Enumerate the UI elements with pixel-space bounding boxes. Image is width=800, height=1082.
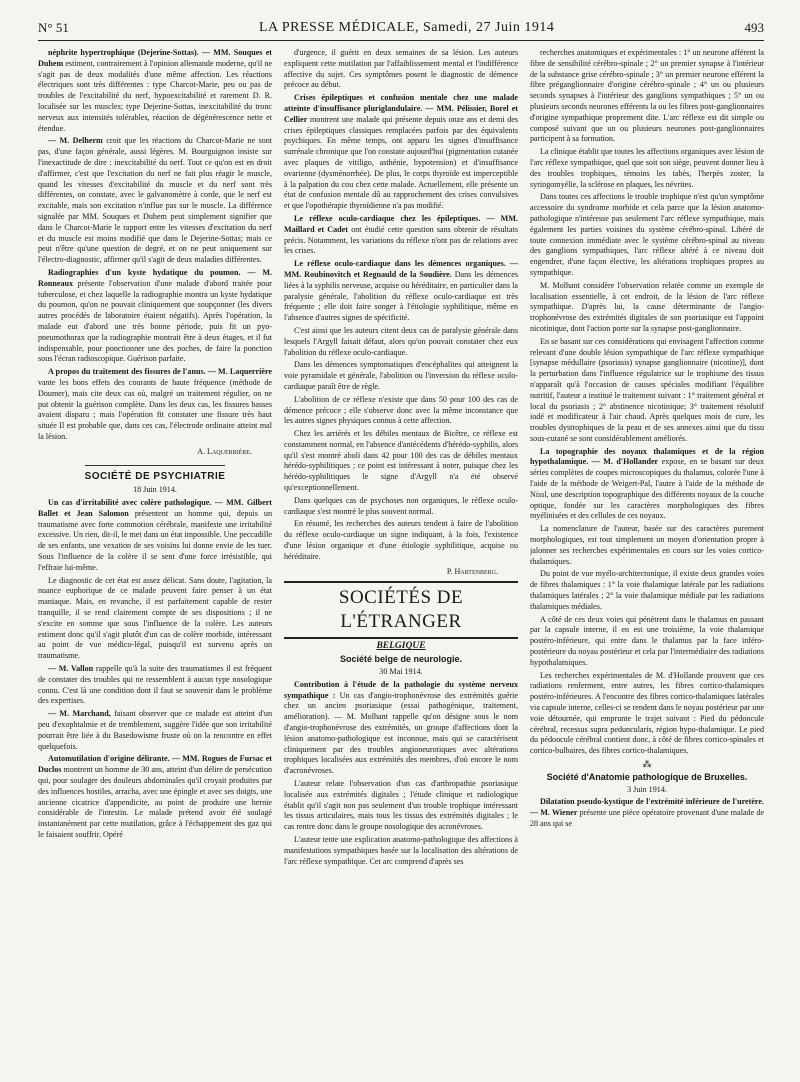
paragraph-text: Le diagnostic de cet état est assez délicat. Sans doute, l'agitation, la nuance euphorique de ce malade peuvent faire penser à un état maniaque. Mais, en revanche, il est parfaitement capable de rester tranquille, il se rend clairement compte de ses dispositions ; il ne s'excite en somme que sous l'influence de la colère. Les auteurs estiment donc qu'il s'agit plutôt d'un cas de colère morbide, intéressant au point de vue médico-légal, puisqu'il est survenu après un traumatisme. (38, 575, 272, 661)
paragraph (530, 524, 764, 567)
paragraph-text: rappelle qu'à la suite des traumatismes il est fréquent de constater des troubles qui ne ressemblent à aucun type nosologique connu. C'est là une condition dont il faut se souvenir dans le problème des expertises. (38, 664, 272, 706)
paragraph-text: Les recherches expérimentales de M. d'Hollande prouvent que ces radiations renferment, entre autres, les fibres cortico-thalamiques postéro-inférieures. A l'encontre des fibres cortico-thalamiques latérales via capsule interne, celles-ci se rendent dans le noyau postérieur par une voie détournée, qui emprunte le trajet suivant : Pied du pédoncule cérébral, recessus supra peduncularis, région hypo-thalamique. Le pied du pédoncule cérébral contient donc, à côté de fibres cortico-spinales et cortico-bulbaires, des fibres cortico-thalamiques. (530, 670, 764, 756)
session-date: 30 Mai 1914. (379, 667, 423, 677)
paragraph (284, 395, 518, 427)
issue-number: N° 51 (38, 20, 69, 35)
page-number: 493 (744, 20, 764, 35)
paragraph-text: expose, en se basant sur deux séries complètes de coupes microscopiques du thalamus, colorée l'une à l'aide de la méthode de Weigert-Pal, l'autre à l'aide de la méthode de Nissl, une description topographique des différents noyaux de la couche optique, fondée sur les caractères morphologiques des fibres myélinisées et des cellules de ces noyaux. (530, 457, 764, 521)
paragraph-text: Dans quelques cas de psychoses non organiques, le réflexe oculo-cardiaque s'est montré le plus souvent normal. (284, 495, 518, 516)
paragraph (530, 147, 764, 190)
paragraph-text: faisant observer que ce malade est atteint d'un peu d'exophtalmie et de tremblement, suggère l'idée que son irritabilité pourrait être liée à du Basedowisme fruste où on la rencontre en effet quelquefois. (38, 709, 272, 751)
paragraph-lead: néphrite hypertrophique (Dejerine-Sottas). — MM. Souques et Duhem (38, 48, 272, 68)
paragraph-text: Dans les démences liées à la syphilis nerveuse, acquise ou héréditaire, en particulier dans la paralysie générale, l'abolition du réflexe oculo-cardiaque est très fréquente ; elle doit faire songer à l'étiologie syphilitique, même en l'absence d'autres signes de spécificité. (284, 269, 518, 323)
paragraph-text: croit que les réactions du Charcot-Marie ne sont pas, d'une façon générale, aussi légères. M. Bourguignon insiste sur l'inexactitude de dire : inexcitabilité du nerf. Tout ce qu'on est en droit d'affirmer, c'est que l'excitation du nerf ne fait plus réagir le muscle, quand les vitesses d'excitabilité du muscle et du nerf sont très différentes, on constate, avec le galvanomètre à corde, que le nerf est excitable, mais son excitation n'influe pas sur le muscle. La différence signalée par MM. Souques et Duhem peut simplement signifier que dans le Charcot-Marie le rapport entre les vitesses d'excitation du nerf et du muscle est moins modifié que dans le Dejerine-Sottas; mais ce peut n'être qu'une question de degré, et on ne peut uniquement sur l'électro-diagnostic, affirmer qu'il s'agit de deux maladies différentes. (38, 136, 272, 265)
paragraph-text: Dans les démences symptomatiques d'encéphalites qui atteignent la voie pyramidale et générale, l'abolition ou l'inversion du réflexe oculo-cardiaque paraît être de règle. (284, 360, 518, 391)
paragraph-text: présentent un homme qui, depuis un traumatisme avec forte commotion cérébrale, manifeste une irritabilité excessive. Un rien, dit-il, le met dans un état impossible. Une peccadille de ses enfants, une vexation de ses voisins lui donne envie de les tuer. Sous l'influence de la colère il se sent d'une force irrésistible, qui l'effraie lui-même. (38, 508, 272, 572)
paragraph (284, 429, 518, 494)
society-title: Société d'Anatomie pathologique de Bruxelles. (546, 771, 748, 782)
section-separator: ⁂ (642, 759, 652, 769)
paragraph-lead: Le réflexe oculo-cardiaque chez les épileptiques. — MM. Maillard et Cadet (284, 213, 518, 234)
page-header (38, 14, 764, 41)
paragraph (284, 48, 518, 91)
paragraph-text: d'urgence, il guérit en deux semaines de sa lésion. Les auteurs expliquent cette mutilation par l'affaiblissement mental et l'indifférence affective du sujet. Ces symptômes posent le diagnostic de démence précoce au début. (284, 48, 518, 90)
paragraph (530, 192, 764, 278)
paragraph-lead: Dilatation pseudo-kystique de l'extrémité inférieure de l'uretère. — M. Wiener (530, 797, 764, 818)
society-title: SOCIÉTÉ DE PSYCHIATRIE (84, 471, 226, 483)
paragraph (284, 360, 518, 392)
paragraph (38, 136, 272, 266)
paragraph-text: présente une pièce opératoire provenant d'une malade de 28 ans qui se (530, 808, 764, 828)
paragraph (284, 259, 518, 324)
paragraph (284, 779, 518, 833)
paragraph-text: Un cas d'angio-trophonévrose des extrémités guérie chez un ancien psoriasique (essai pathogénique, traitement, amélioration). — M. Molhant rappelle qu'on désigne sous le nom d'angio-trophonévrose des extrémités, un groupe d'affections dont la lésion anatomo-pathologique est inconnue, mais qui se caractérisent cliniquement par des troubles angioneurotiques avec altérations trophiques localisées aux extrémités des membres, d'où encore le nom d'acronévroses. (284, 690, 518, 776)
session-date: 18 Juin 1914. (133, 485, 177, 495)
paragraph-text: ont étudié cette question sans obtenir de résultats précis. Notamment, les variations du réflexe n'ont pas de relations avec les crises. (284, 224, 518, 256)
paragraph (530, 671, 764, 757)
paragraph (284, 326, 518, 358)
paragraph-lead: Contribution à l'étude de la pathologie du système nerveux sympathique : (284, 679, 518, 700)
paragraph (38, 664, 272, 707)
paragraph (284, 519, 518, 562)
paragraph-lead: — M. Marchand, (48, 709, 111, 719)
paragraph (284, 214, 518, 257)
text-columns (38, 48, 764, 1074)
paragraph (38, 576, 272, 662)
signature: A. Laquerrière. (197, 446, 252, 456)
paragraph-text: La nomenclature de l'auteur, basée sur des caractères purement morphologiques, est tout simplement un moyen d'orientation propre à jalonner ses recherches expérimentales en cours sur les voies cortico-thalamiques. (530, 524, 764, 566)
paragraph-lead: A propos du traitement des fissures de l'anus. — M. Laquerrière (48, 367, 272, 377)
paragraph-text: présente l'observation d'une malade d'abord traitée pour tuberculose, et chez laquelle la radiographie montra un kyste hydatique du poumon, qu'on ne pouvait cliniquement que soupçonner (les divers autres procédés de laboratoire étaient négatifs). Après l'opération, la malade eut d'abord une très bonne période, puis fit un pyo-pneumothorax que la radiographie montrait être à deux étages, et il fut indispensable, pour ponctionner une des poches, de faire la ponction sous l'écran radioscopique. Guérison parfaite. (38, 278, 272, 364)
paragraph (38, 498, 272, 574)
paragraph-text: La clinique établit que toutes les affections organiques avec lésion de l'arc réflexe sympathique, quel que soit son siège, peuvent donner lieu à des troubles trophiques, témoins les tabès, l'herpès zoster, la syringomyélie, la sclérose en plaques, les névrites. (530, 147, 764, 189)
paragraph (284, 496, 518, 518)
paragraph (530, 337, 764, 445)
paragraph (530, 569, 764, 612)
paragraph-text: montrent un homme de 30 ans, atteint d'un délire de persécution qui, pour soulager des douleurs abdominales qu'il croyait produites par des influences hostiles, arracha, avec une épingle et avec ses doigts, une ancienne cicatrice d'appendicite, au point de produire une hernie considérable de l'intestin. Le malade prétend avoir été soulagé instantanément par cette mutilation, grâce à l'échappement des gaz qui le faisaient souffrir. Opéré (38, 765, 272, 839)
society-title: Société belge de neurologie. (339, 654, 463, 665)
paragraph (38, 709, 272, 752)
section-rule (85, 465, 225, 466)
paragraph-lead: Automutilation d'origine délirante. — MM. Rogues de Fursac et Duclos (38, 754, 272, 775)
paragraph-text: vante les bons effets des courants de haute fréquence (méthode de Doumer), mais cite deux cas où, malgré un traitement régulier, on ne put obtenir la guérison complète. Dans les deux cas, les fissures basses avaient disparu ; mais l'opération fit constater une fissure très haut située Il est probable que, dans ces cas, l'électrode ordinaire atteint mal la lésion. (38, 377, 272, 441)
country-heading: BELGIQUE (376, 641, 426, 652)
paragraph-text: Dans toutes ces affections le trouble trophique n'est qu'un symptôme accessoire du syndrome morbide et cela parce que la lésion anatomo-pathologique n'intéresse pas seulement l'arc réflexe sympathique, mais également les parties voisines du système cérébro-spinal. Libéré de toute connexion immédiate avec le système cérébro-spinal au niveau des ganglions sympathiques, l'arc réflexe altéré à ce niveau doit engendrer, d'une façon élective, les altérations trophiques propres au sympathique. (530, 192, 764, 277)
paragraph-text: C'est ainsi que les auteurs citent deux cas de paralysie générale dans lesquels l'Argyll faisait défaut, alors qu'on pouvait constater chez eux l'abolition du réflexe oculo-cardiaque. (284, 325, 518, 357)
paragraph-text: En se basant sur ces considérations qui envisagent l'affection comme relevant d'une double lésion sympathique de l'arc réflexe sympathique [synapse médullaire (psoriasis) synapse ganglionnaire (nicotine)], dont la perturbation dans l'influence régulatrice sur le trophisme des tissus n'apparaît qu'à l'occasion de causes spéciales modifiant l'équilibre nutritif, l'auteur a institué le traitement suivant : 1° traitement général et local du psoriasis ; 2° abstinence nicotinique; 3° traitement résolutif iodé et modificateur à l'air chaud. Après quelques mois de cure, les troubles dystrophiques de la peau et de ses annexes ainsi que du tissu sous-cutané se sont considérablement améliorés. (530, 336, 764, 443)
paragraph-lead: Crises épileptiques et confusion mentale chez une malade atteinte d'insuffisance pluriglandulaire. — MM. Pélissier, Borel et Cellier (284, 93, 518, 124)
paragraph (38, 367, 272, 443)
paragraph (530, 615, 764, 669)
paragraph-text: A côté de ces deux voies qui pénètrent dans le thalamus en passant par la capsule interne, il en est une troisième, la voie thalamique postéro-inférieure, qui entre dans le thalamus par la face inféro-postérieure du noyau postérieur et cela par l'intermédiaire des radiations hypothalamiques. (530, 614, 764, 667)
paragraph-text: En résumé, les recherches des auteurs tendent à faire de l'abolition du réflexe oculo-cardiaque un signe indiquant, à la fois, l'existence d'une lésion organique et d'une étiologie syphilitique, acquise ou héréditaire. (284, 519, 518, 561)
paragraph-lead: La topographie des noyaux thalamiques et de la région hypothalamique. — M. d'Hollander (530, 446, 764, 467)
paragraph (530, 48, 764, 145)
session-date: 3 Juin 1914. (627, 784, 667, 794)
column-1 (38, 48, 272, 1074)
paragraph (284, 835, 518, 867)
paragraph (38, 48, 272, 134)
paragraph (38, 754, 272, 840)
paragraph-lead: Un cas d'irritabilité avec colère pathologique. — MM. Gilbert Ballet et Jean Salomon (38, 498, 272, 518)
paragraph-text: montrent une malade qui présente depuis onze ans et demi des crises épileptiques classiques remplacées parfois par des équivalents psychiques. En même temps, ont apparu les signes d'insuffisance surrénale chronique que l'on constate aujourd'hui (pigmentation cutanée avec plaques de vitiligo, asthénie, hypotension) et d'insuffisance ovarienne (dysménorrhée). De plus, le corps thyroïde est imperceptible à la palpation du cou chez cette malade. Actuellement, elle présente un état de confusion mentale dû au rapprochement des crises convulsives et que l'opothérapie thyroïdienne n'a pas modifié. (284, 114, 518, 211)
paragraph (530, 447, 764, 523)
paragraph-text: Chez les arriérés et les débiles mentaux de Bicêtre, ce réflexe est constamment normal, en l'absence d'antécédents d'hérédo-syphilis, alors qu'il s'est montré aboli dans 42 pour 100 des cas de débiles mentaux hérédo-syphilitiques ; ce point est intéressant à noter, puisque chez les hérédo-syphilitiques le signe d'Argyll n'a été observé qu'exceptionnellement. (284, 429, 518, 493)
foreign-societies-title: SOCIÉTÉS DE L'ÉTRANGER (284, 581, 518, 639)
paragraph-text: recherches anatomiques et expérimentales : 1° un neurone afférent la fibre de sensibilité cérébro-spinale ; 2° un premier synapse à l'intérieur de la substance grise cérébro-spinale ; 3° un premier neurone efférent la fibre préganglionnaire d'origine cérébro-spinale ; 4° un ou plusieurs seconds synapses à l'intérieur des ganglions sympathiques ; 5° un ou plusieurs seconds neurones efférents la ou les fibres post-ganglionnaires d'origine sympathique proprement dite. L'arc réflexe est dit simple ou composé suivant que un ou plusieurs neurones post-ganglionnaires participent à sa formation. (530, 48, 764, 144)
column-2 (284, 48, 518, 1074)
paragraph (38, 268, 272, 365)
paragraph (530, 281, 764, 335)
paragraph-lead: Radiographies d'un kyste hydatique du poumon. — M. Ronneaux (38, 267, 272, 288)
paragraph (530, 797, 764, 829)
paragraph-text: Du point de vue myélo-architectonique, il existe deux grandes voies de fibres thalamiques : 1° la voie thalamique latérale par les radiations thalamiques latérales ; 2° la voie thalamique médiale par les radiations thalamiques médiales. (530, 569, 764, 611)
paragraph-text: M. Molhant considère l'observation relatée comme un exemple de localisation essentielle, à cet endroit, de la lésion de l'arc réflexe sympathique. D'après lui, la cause déterminante de l'angio-trophonévrose des extrémités digitales de son psoriasique est l'appoint nicotinique, dont l'action porte sur la synapse post-ganglionnaire. (530, 280, 764, 333)
signature: P. Hartenberg. (446, 566, 498, 576)
paragraph-text: estiment, contrairement à l'opinion allemande moderne, qu'il ne s'agit pas de deux modalités d'une même affection. Les réactions électriques sont très différentes : type Charcot-Marie, peu ou pas de troubles de l'excitabilité du nerf, hypoexcitabilité et rarement D. R. localisée sur les muscles; type Dejerine-Sottas, inexcitabilité du tronc nerveux aux intensités tolérables, réaction de dégénérescence nette et étendue. (38, 58, 272, 133)
paragraph-text: L'auteur tente une explication anatomo-pathologique des affections à manifestations sympathiques basée sur la localisation des altérations de l'arc réflexe sympathique. Cet arc comprend d'après ses (284, 835, 518, 866)
paragraph (284, 93, 518, 212)
paragraph-text: L'auteur relate l'observation d'un cas d'arthropathie psoriasique localisée aux extrémités digitales ; l'étude clinique et radiologique établit qu'il s'agit non pas seulement d'un trouble trophique intéressant les tissus articulaires, mais tous les tissus des extrémités digitales ; le cas rentre donc dans le groupe nosologique des acronévroses. (284, 779, 518, 832)
paragraph-lead: — M. Delherm (48, 136, 103, 146)
paragraph-text: L'abolition de ce réflexe n'existe que dans 50 pour 100 des cas de démence précoce ; elle s'observe donc avec la même inconstance que les autres signes physiques connus à cette affection. (284, 394, 518, 426)
paragraph (284, 680, 518, 777)
column-3 (530, 48, 764, 1074)
paragraph-lead: — M. Vallon (48, 664, 94, 674)
paragraph-lead: Le réflexe oculo-cardiaque dans les démences organiques. — MM. Roubinovitch et Regnauld de la Soudière. (284, 259, 518, 279)
journal-title: LA PRESSE MÉDICALE, Samedi, 27 Juin 1914 (258, 20, 555, 35)
